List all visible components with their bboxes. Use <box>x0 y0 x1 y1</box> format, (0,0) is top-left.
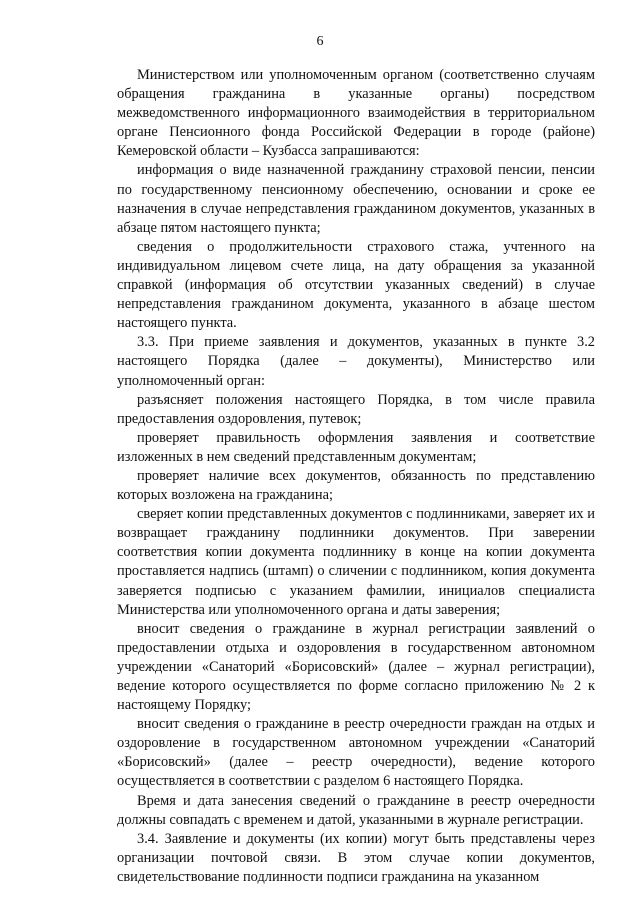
paragraph-registration-journal: вносит сведения о гражданине в журнал регистрации заявлений о предоставлении отдыха и оздоровления в государственном автономном учреждении «Санаторий «Борисовский» (далее – журнал регистрации), ведение которого осуществляется по форме согласно приложению № 2 к настоящему Порядку; <box>117 620 595 714</box>
page-number: 6 <box>316 34 324 49</box>
paragraph-explains: разъясняет положения настоящего Порядка, в том числе правила предоставления оздоровления, путевок; <box>117 391 595 427</box>
paragraph-pension-info: информация о виде назначенной гражданину страховой пенсии, пенсии по государственному пенсионному обеспечению, основании и сроке ее назначения в случае непредставления гражданином документов, указанных в абзаце пятом настоящего пункта; <box>117 162 595 236</box>
paragraph-time-and-date: Время и дата занесения сведений о гражданине в реестр очередности должны совпадать с временем и датой, указанными в журнале регистрации. <box>117 792 595 828</box>
paragraph-insurance-record: сведения о продолжительности страхового стажа, учтенного на индивидуальном лицевом счете лица, на дату обращения за указанной справкой (информация об отсутствии указанных сведений) в случае непредставления гражданином документа, указанного в абзаце шестом настоящего пункта. <box>117 238 595 332</box>
paragraph-checks-correctness: проверяет правильность оформления заявления и соответствие изложенных в нем сведений представленным документам; <box>117 429 595 465</box>
paragraph-checks-documents: проверяет наличие всех документов, обязанность по представлению которых возложена на гражданина; <box>117 467 595 504</box>
paragraph-clause-3-3: 3.3. При приеме заявления и документов, указанных в пункте 3.2 настоящего Порядка (далее – документы), Министерство или уполномоченный орган: <box>117 334 595 389</box>
paragraph-clause-3-4: 3.4. Заявление и документы (их копии) могут быть представлены через организации почтовой связи. В этом случае копии документов, свидетельствование подлинности подписи гражданина на указанном <box>117 830 595 885</box>
document-body <box>117 66 595 887</box>
paragraph-queue-register: вносит сведения о гражданине в реестр очередности граждан на отдых и оздоровление в государственном автономном учреждении «Санаторий «Борисовский» (далее – реестр очередности), ведение которого осуществляется в соответствии с разделом 6 настоящего Порядка. <box>117 716 595 790</box>
paragraph-request-intro: Министерством или уполномоченным органом (соответственно случаям обращения гражданина в указанные органы) посредством межведомственного информационного взаимодействия в территориальном органе Пенсионного фонда Российской Федерации в городе (районе) Кемеровской области – Кузбасса запрашиваются: <box>117 67 595 160</box>
paragraph-verifies-copies: сверяет копии представленных документов с подлинниками, заверяет их и возвращает гражданину подлинники документов. При заверении соответствия копии документа подлиннику в конце на копии документа проставляется надпись (штамп) о сличении с подлинником, копия документа заверяется подписью с указанием фамилии, инициалов специалиста Министерства или уполномоченного органа и даты заверения; <box>117 506 595 618</box>
